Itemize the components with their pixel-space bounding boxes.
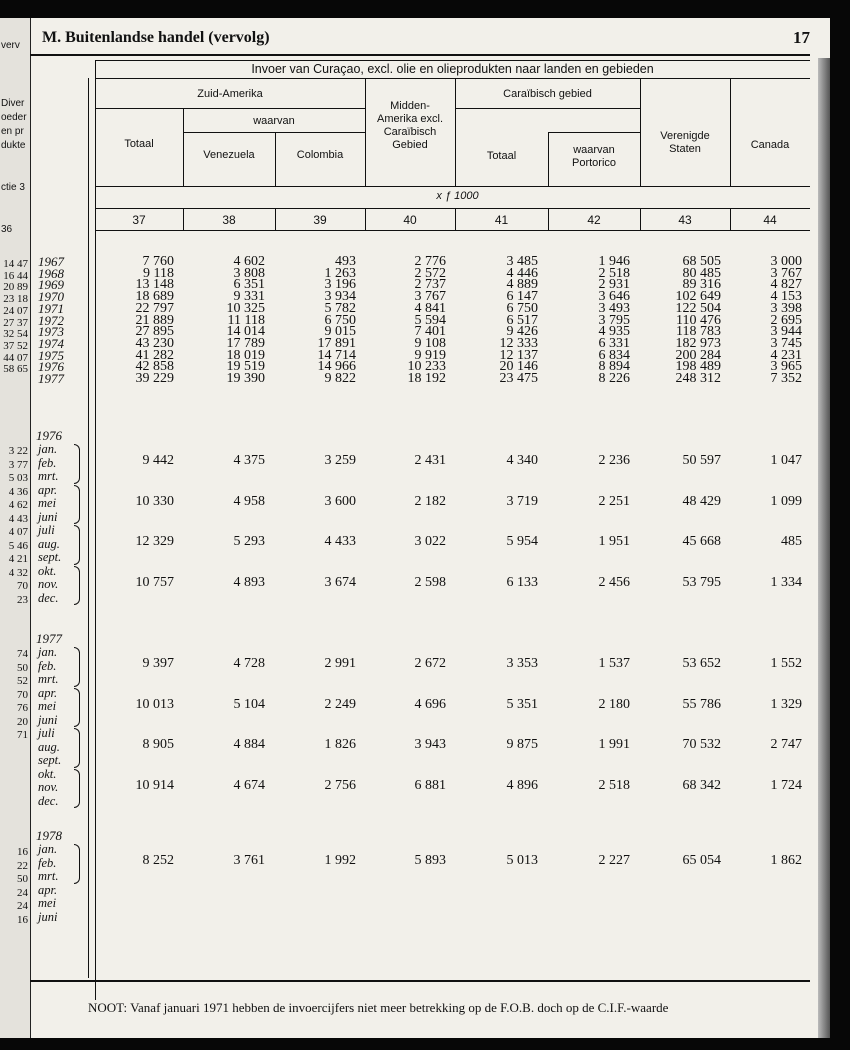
annual-value: 4 231 xyxy=(770,347,802,363)
month-label: jan. xyxy=(38,442,58,456)
header-totaal: Totaal xyxy=(124,138,154,150)
quarter-value: 53 652 xyxy=(682,656,721,672)
unit-label: x ƒ 1000 xyxy=(436,190,479,202)
quarter-brace xyxy=(74,525,80,565)
quarter-brace xyxy=(74,444,80,484)
annual-value: 4 602 xyxy=(233,254,265,269)
quarter-value: 4 375 xyxy=(233,453,265,469)
month-label: mei xyxy=(38,896,57,910)
strip-value: 50 xyxy=(17,661,28,674)
quarter-value: 1 992 xyxy=(324,853,356,869)
quarter-value: 1 099 xyxy=(770,493,802,509)
annual-value: 2 737 xyxy=(414,277,446,293)
strip-value: 76 xyxy=(17,702,28,714)
strip-value: 4 21 xyxy=(8,553,28,565)
annual-value: 42 858 xyxy=(135,359,174,375)
header-venezuela: Venezuela xyxy=(203,149,255,161)
annual-value: 3 808 xyxy=(233,265,265,281)
quarter-value: 9 397 xyxy=(142,656,174,672)
quarter-value: 4 696 xyxy=(414,696,446,712)
quarter-value: 5 954 xyxy=(506,534,538,550)
annual-value: 6 750 xyxy=(506,300,538,316)
year-label: 1971 xyxy=(38,300,64,316)
year-label: 1976 xyxy=(38,359,64,375)
annual-value: 493 xyxy=(335,254,356,269)
year-label: 1972 xyxy=(38,312,64,328)
annual-value: 3 767 xyxy=(414,289,446,305)
quarter-value: 53 795 xyxy=(682,574,721,590)
annual-value: 18 192 xyxy=(407,371,446,386)
column-number: 39 xyxy=(313,213,327,227)
quarter-value: 2 251 xyxy=(598,493,630,509)
top-rule xyxy=(30,54,810,56)
annual-value: 110 476 xyxy=(676,312,721,328)
annual-value: 3 646 xyxy=(598,289,630,305)
adjacent-page-strip xyxy=(0,18,31,1038)
month-label: juli xyxy=(38,726,55,740)
column-number: 43 xyxy=(678,213,692,227)
year-label: 1975 xyxy=(38,347,64,363)
year-label: 1977 xyxy=(38,371,64,386)
annual-value: 3 000 xyxy=(770,254,802,269)
quarter-value: 5 293 xyxy=(233,534,265,550)
annual-value: 182 973 xyxy=(675,335,721,351)
quarter-value: 50 597 xyxy=(682,453,721,469)
strip-word: oeder xyxy=(1,112,27,123)
header-caraibisch: Caraïbisch gebied xyxy=(503,88,592,100)
waarvan-rule-2 xyxy=(548,132,640,133)
quarter-value: 485 xyxy=(781,534,802,550)
quarter-value: 3 719 xyxy=(506,493,538,509)
month-label: aug. xyxy=(38,739,60,754)
month-label: apr. xyxy=(38,685,58,700)
month-label: nov. xyxy=(38,577,59,591)
year-label: 1974 xyxy=(38,335,64,351)
strip-value: 27 37 xyxy=(3,316,28,329)
waarvan-rule xyxy=(183,132,365,133)
annual-value: 12 137 xyxy=(499,347,538,363)
header-portorico: waarvan Portorico xyxy=(571,144,617,169)
table-title: Invoer van Curaçao, excl. olie en olieprodukten naar landen en gebieden xyxy=(251,62,654,76)
month-label: mrt. xyxy=(38,672,59,686)
quarter-value: 5 351 xyxy=(506,696,538,712)
quarter-value: 1 552 xyxy=(770,656,802,672)
column-number: 40 xyxy=(403,213,417,227)
quarter-value: 2 182 xyxy=(414,493,446,509)
year-label: 1969 xyxy=(38,277,64,293)
strip-value: 4 36 xyxy=(8,485,28,498)
month-label: okt. xyxy=(38,563,57,578)
annual-value: 4 889 xyxy=(506,277,538,293)
column-number: 37 xyxy=(132,213,146,227)
annual-value: 9 426 xyxy=(506,324,538,340)
quarter-value: 2 518 xyxy=(598,777,630,793)
strip-value: 22 xyxy=(17,859,28,872)
annual-value: 89 316 xyxy=(682,277,721,293)
quarter-value: 55 786 xyxy=(682,696,721,712)
annual-value: 4 841 xyxy=(414,300,446,316)
annual-value: 21 889 xyxy=(135,312,174,328)
quarter-value: 65 054 xyxy=(682,853,721,869)
footnote: NOOT: Vanaf januari 1971 hebben de invoercijfers niet meer betrekking op de F.O.B. doch op de C.I.F.-waarde xyxy=(88,1000,669,1015)
strip-value: 71 xyxy=(17,729,28,741)
annual-value: 2 695 xyxy=(770,312,802,328)
group-rule-2 xyxy=(455,108,640,109)
annual-value: 12 333 xyxy=(499,335,538,351)
strip-word: en pr xyxy=(1,126,24,137)
quarter-value: 2 991 xyxy=(324,656,356,672)
strip-value: 70 xyxy=(17,580,28,592)
header-waarvan: waarvan xyxy=(253,115,295,127)
month-label: feb. xyxy=(38,455,57,470)
quarter-brace xyxy=(74,647,80,687)
quarter-value: 2 236 xyxy=(598,453,630,469)
annual-value: 102 649 xyxy=(675,289,721,305)
month-label: juni xyxy=(38,909,58,924)
table-top-rule xyxy=(95,60,810,61)
year-label: 1968 xyxy=(38,265,64,281)
strip-value: 23 xyxy=(17,593,28,606)
annual-value: 122 504 xyxy=(675,300,721,316)
annual-value: 3 934 xyxy=(324,289,356,305)
month-label: okt. xyxy=(38,766,57,781)
annual-value: 198 489 xyxy=(675,359,721,375)
annual-value: 3 965 xyxy=(770,359,802,375)
month-label: apr. xyxy=(38,482,58,497)
annual-value: 9 015 xyxy=(324,324,356,340)
annual-value: 23 475 xyxy=(499,371,538,386)
column-number: 42 xyxy=(587,213,601,227)
quarter-value: 6 133 xyxy=(506,574,538,590)
quarter-value: 2 598 xyxy=(414,574,446,590)
annual-value: 14 014 xyxy=(226,324,265,340)
annual-value: 6 147 xyxy=(506,289,538,305)
annual-value: 2 776 xyxy=(414,254,446,269)
quarter-value: 5 893 xyxy=(414,853,446,869)
month-label: juli xyxy=(38,523,55,537)
year-label: 1973 xyxy=(38,324,64,340)
annual-value: 5 782 xyxy=(324,300,356,316)
annual-value: 118 783 xyxy=(676,324,721,340)
month-label: sept. xyxy=(38,753,62,767)
document-page xyxy=(0,18,830,1038)
quarter-value: 1 329 xyxy=(770,696,802,712)
month-label: mei xyxy=(38,699,57,713)
month-label: feb. xyxy=(38,658,57,673)
quarter-value: 1 826 xyxy=(324,737,356,753)
quarter-value: 2 431 xyxy=(414,453,446,469)
annual-value: 7 352 xyxy=(770,371,802,386)
quarter-brace xyxy=(74,769,80,809)
month-label: juni xyxy=(38,509,58,524)
quarter-year-label: 1978 xyxy=(36,828,62,843)
month-label: dec. xyxy=(38,590,59,605)
month-label: apr. xyxy=(38,882,58,897)
strip-word: verv xyxy=(1,40,20,51)
strip-value: 4 43 xyxy=(8,512,28,525)
annual-value: 68 505 xyxy=(682,254,721,269)
month-label: aug. xyxy=(38,536,60,551)
annual-value: 9 919 xyxy=(414,347,446,363)
quarter-value: 6 881 xyxy=(414,777,446,793)
annual-value: 18 689 xyxy=(135,289,174,305)
quarter-value: 1 724 xyxy=(770,777,802,793)
annual-value: 14 966 xyxy=(317,359,356,375)
annual-value: 6 351 xyxy=(233,277,265,293)
strip-value: 14 47 xyxy=(3,258,28,270)
annual-value: 17 789 xyxy=(226,335,265,351)
strip-value: 16 44 xyxy=(3,269,28,282)
column-number: 38 xyxy=(222,213,236,227)
month-label: sept. xyxy=(38,550,62,564)
quarter-value: 2 456 xyxy=(598,574,630,590)
strip-value: 24 07 xyxy=(3,304,28,317)
title-rule xyxy=(95,78,810,79)
strip-value: 23 18 xyxy=(3,293,28,306)
colnum-rule xyxy=(95,230,810,231)
header-totaal-2: Totaal xyxy=(486,150,517,162)
quarter-value: 48 429 xyxy=(682,493,721,509)
annual-value: 7 760 xyxy=(142,254,174,269)
strip-value: 32 54 xyxy=(3,328,28,341)
annual-value: 17 891 xyxy=(317,335,356,351)
month-label: jan. xyxy=(38,842,58,856)
strip-word: dukte xyxy=(1,140,26,151)
annual-value: 14 714 xyxy=(317,347,356,363)
strip-value: 3 77 xyxy=(8,458,28,471)
annual-value: 3 745 xyxy=(770,335,802,351)
annual-value: 8 894 xyxy=(598,359,630,375)
quarter-value: 68 342 xyxy=(682,777,721,793)
strip-value: 4 07 xyxy=(8,526,28,538)
quarter-value: 10 330 xyxy=(135,493,174,509)
quarter-value: 3 600 xyxy=(324,493,356,509)
quarter-value: 1 047 xyxy=(770,453,802,469)
month-label: nov. xyxy=(38,780,59,794)
quarter-value: 3 761 xyxy=(233,853,265,869)
annual-value: 2 572 xyxy=(414,265,446,281)
strip-value: 4 62 xyxy=(8,499,28,511)
strip-value: 16 xyxy=(17,846,28,858)
annual-value: 6 331 xyxy=(598,335,630,351)
quarter-value: 2 672 xyxy=(414,656,446,672)
quarter-value: 10 914 xyxy=(135,777,174,793)
strip-value: 74 xyxy=(17,648,28,660)
annual-value: 18 019 xyxy=(226,347,265,363)
annual-value: 7 401 xyxy=(414,324,446,340)
header-zuid-amerika: Zuid-Amerika xyxy=(197,88,263,100)
annual-value: 9 331 xyxy=(233,289,265,305)
annual-value: 4 446 xyxy=(506,265,538,281)
month-label: jan. xyxy=(38,645,58,659)
annual-value: 3 196 xyxy=(324,277,356,293)
strip-value: 37 52 xyxy=(3,339,28,352)
annual-value: 41 282 xyxy=(135,347,174,363)
quarter-value: 4 433 xyxy=(324,534,356,550)
annual-value: 4 153 xyxy=(770,289,802,305)
annual-value: 27 895 xyxy=(135,324,174,340)
quarter-value: 12 329 xyxy=(135,534,174,550)
strip-word: ctie 3 xyxy=(1,182,25,193)
quarter-value: 8 905 xyxy=(142,737,174,753)
annual-value: 9 822 xyxy=(324,371,356,386)
annual-value: 6 834 xyxy=(598,347,630,363)
annual-value: 22 797 xyxy=(135,300,174,316)
quarter-value: 1 334 xyxy=(770,574,802,590)
quarter-value: 2 249 xyxy=(324,696,356,712)
annual-value: 13 148 xyxy=(135,277,174,293)
strip-value: 20 xyxy=(17,715,28,728)
group-rule xyxy=(95,108,365,109)
strip-value: 52 xyxy=(17,675,28,687)
quarter-value: 1 991 xyxy=(598,737,630,753)
month-label: dec. xyxy=(38,793,59,808)
annual-value: 9 108 xyxy=(414,335,446,351)
header-midden-amerika: Midden- Amerika excl. Caraïbisch Gebied xyxy=(376,100,444,151)
quarter-value: 5 104 xyxy=(233,696,265,712)
month-label: mrt. xyxy=(38,469,59,483)
month-label: mei xyxy=(38,496,57,510)
bottom-rule xyxy=(30,980,810,982)
quarter-value: 3 943 xyxy=(414,737,446,753)
quarter-value: 9 442 xyxy=(142,453,174,469)
quarter-value: 2 227 xyxy=(598,853,630,869)
strip-value: 20 89 xyxy=(3,281,28,294)
strip-value: 50 xyxy=(17,873,28,885)
quarter-value: 1 951 xyxy=(598,534,630,550)
annual-value: 6 517 xyxy=(506,312,538,328)
annual-value: 20 146 xyxy=(499,359,538,375)
annual-value: 1 946 xyxy=(598,254,630,269)
quarter-value: 2 180 xyxy=(598,696,630,712)
header-colombia: Colombia xyxy=(296,149,344,161)
subheader-rule xyxy=(95,186,810,187)
quarter-value: 3 259 xyxy=(324,453,356,469)
quarter-value: 4 896 xyxy=(506,777,538,793)
annual-value: 11 118 xyxy=(227,312,265,328)
left-margin-rule xyxy=(88,78,89,978)
unit-rule xyxy=(95,208,810,209)
quarter-brace xyxy=(74,688,80,728)
quarter-year-label: 1976 xyxy=(36,428,62,443)
year-label: 1970 xyxy=(38,289,64,305)
header-verenigde-staten: Verenigde Staten xyxy=(660,130,710,155)
quarter-value: 10 013 xyxy=(135,696,174,712)
quarter-value: 3 353 xyxy=(506,656,538,672)
annual-value: 80 485 xyxy=(682,265,721,281)
annual-value: 5 594 xyxy=(414,312,446,328)
annual-value: 3 767 xyxy=(770,265,802,281)
annual-value: 3 493 xyxy=(598,300,630,316)
quarter-value: 70 532 xyxy=(682,737,721,753)
quarter-value: 3 674 xyxy=(324,574,356,590)
quarter-value: 3 022 xyxy=(414,534,446,550)
annual-value: 4 935 xyxy=(598,324,630,340)
label-column-rule xyxy=(95,60,96,1000)
quarter-value: 4 884 xyxy=(233,737,265,753)
column-number: 44 xyxy=(763,213,777,227)
annual-value: 3 795 xyxy=(598,312,630,328)
strip-value: 70 xyxy=(17,688,28,701)
annual-value: 10 233 xyxy=(407,359,446,375)
quarter-brace xyxy=(74,566,80,606)
quarter-brace xyxy=(74,728,80,768)
quarter-value: 4 893 xyxy=(233,574,265,590)
month-label: juni xyxy=(38,712,58,727)
quarter-brace xyxy=(74,844,80,884)
strip-value: 16 xyxy=(17,913,28,926)
strip-value: 5 03 xyxy=(8,472,28,484)
quarter-value: 45 668 xyxy=(682,534,721,550)
page-title: M. Buitenlandse handel (vervolg) xyxy=(42,29,270,46)
strip-value: 58 65 xyxy=(3,363,28,376)
column-number: 41 xyxy=(494,213,509,227)
strip-word: 36 xyxy=(1,224,13,235)
quarter-year-label: 1977 xyxy=(36,631,62,646)
month-label: mrt. xyxy=(38,869,59,883)
strip-value: 5 46 xyxy=(8,539,28,552)
quarter-value: 4 728 xyxy=(233,656,265,672)
quarter-value: 1 537 xyxy=(598,656,630,672)
quarter-value: 4 674 xyxy=(233,777,265,793)
annual-value: 19 519 xyxy=(226,359,265,375)
quarter-brace xyxy=(74,485,80,525)
quarter-value: 4 958 xyxy=(233,493,265,509)
annual-value: 9 118 xyxy=(143,265,174,281)
strip-value: 24 xyxy=(17,900,28,912)
annual-value: 3 485 xyxy=(506,254,538,269)
quarter-value: 1 862 xyxy=(770,853,802,869)
annual-value: 2 931 xyxy=(598,277,630,293)
strip-value: 24 xyxy=(17,886,28,899)
strip-value: 4 32 xyxy=(8,566,28,579)
quarter-value: 8 252 xyxy=(142,853,174,869)
page-edge-shadow xyxy=(818,58,830,1038)
annual-value: 4 827 xyxy=(770,277,802,293)
annual-value: 43 230 xyxy=(135,335,174,351)
annual-value: 3 944 xyxy=(770,324,802,340)
header-canada: Canada xyxy=(750,139,790,151)
quarter-value: 2 747 xyxy=(770,737,802,753)
annual-value: 39 229 xyxy=(135,371,174,386)
quarter-value: 5 013 xyxy=(506,853,538,869)
annual-value: 10 325 xyxy=(226,300,265,316)
month-label: feb. xyxy=(38,855,57,870)
quarter-value: 9 875 xyxy=(506,737,538,753)
annual-value: 2 518 xyxy=(598,265,630,281)
page-number: 17 xyxy=(793,28,810,47)
quarter-value: 10 757 xyxy=(135,574,174,590)
col-sep xyxy=(730,78,731,186)
quarter-value: 4 340 xyxy=(506,453,538,469)
strip-word: Diver xyxy=(1,98,25,109)
strip-value: 44 07 xyxy=(3,351,28,364)
annual-value: 8 226 xyxy=(598,371,630,386)
annual-value: 1 263 xyxy=(324,265,356,281)
annual-value: 3 398 xyxy=(770,300,802,316)
strip-value: 3 22 xyxy=(8,445,28,457)
quarter-value: 2 756 xyxy=(324,777,356,793)
annual-value: 248 312 xyxy=(675,371,721,386)
annual-value: 200 284 xyxy=(675,347,721,363)
annual-value: 19 390 xyxy=(226,371,265,386)
annual-value: 6 750 xyxy=(324,312,356,328)
year-label: 1967 xyxy=(38,254,64,269)
